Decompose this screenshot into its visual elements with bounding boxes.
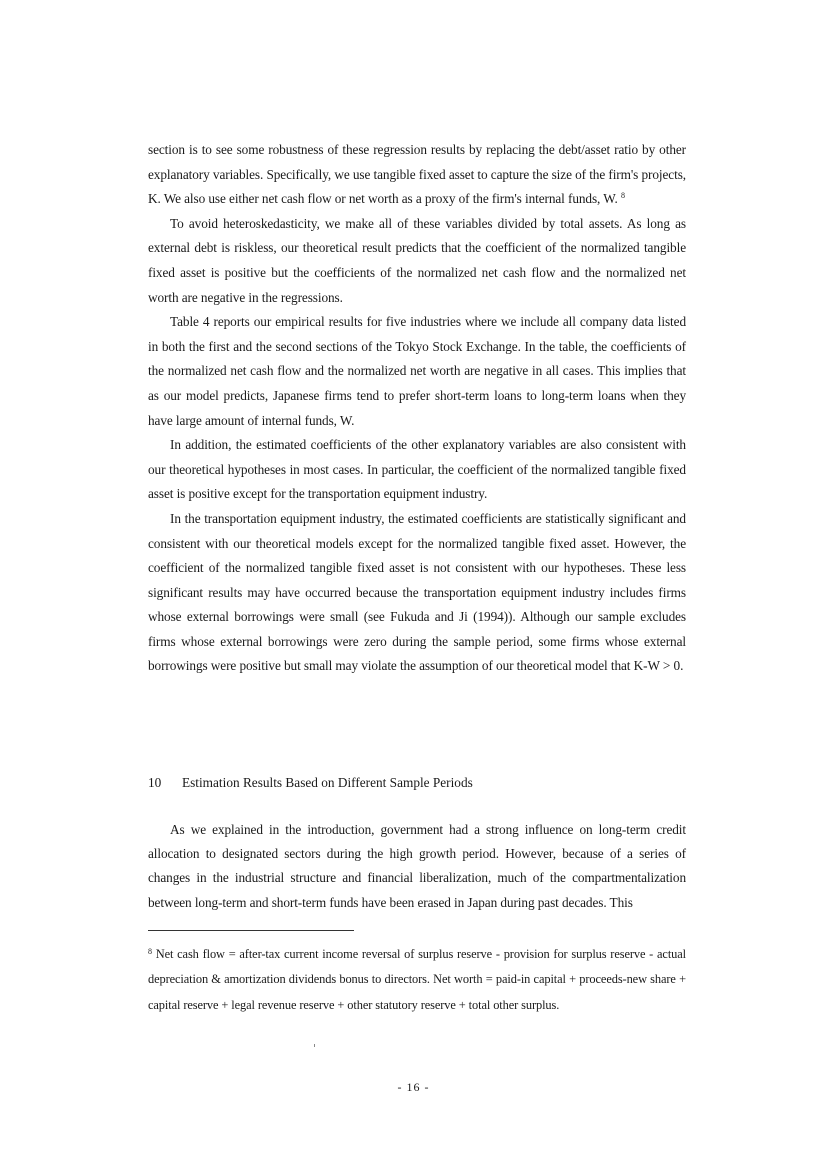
body-text (148, 138, 686, 679)
paragraph-3: Table 4 reports our empirical results for five industries where we include all company data listed in both the first and the second sections of the Tokyo Stock Exchange. In the table, the coefficients of the normalized net cash flow and the normalized net worth are negative in all cases. This implies that as our model predicts, Japanese firms tend to prefer short-term loans to long-term loans when they have large amount of internal funds, W. (148, 314, 686, 428)
paragraph-4: In addition, the estimated coefficients of the other explanatory variables are also consistent with our theoretical hypotheses in most cases. In particular, the coefficient of the normalized tangible fixed asset is positive except for the transportation equipment industry. (148, 437, 686, 502)
footnote-paragraph (148, 942, 686, 1018)
paragraph-continuation (148, 138, 686, 212)
footnote-divider (148, 930, 354, 931)
paragraph-1-text: section is to see some robustness of these regression results by replacing the debt/asset ratio by other explanatory variables. Specifically, we use tangible fixed asset to capture the size of the firm's projects, K. We also use either net cash flow or net worth as a proxy of the firm's internal funds, W. (148, 142, 686, 207)
section-paragraph: As we explained in the introduction, government had a strong influence on long-term credit allocation to designated sectors during the high growth period. However, because of a series of changes in the industrial structure and financial liberalization, much of the compartmentalization between long-term and short-term funds have been erased in Japan during past decades. This (148, 822, 686, 910)
footnote-marker: 8 (148, 947, 152, 956)
section-text (148, 818, 686, 915)
section-title: Estimation Results Based on Different Sample Periods (182, 775, 473, 790)
footnote-text: Net cash flow = after-tax current income reversal of surplus reserve - provision for surplus reserve - actual depreciation & amortization dividends bonus to directors. Net worth = paid-in capital + proceeds-new share + capital reserve + legal revenue reserve + other statutory reserve + total other surplus. (148, 947, 687, 1012)
footnote (148, 942, 686, 1018)
paragraph-5: In the transportation equipment industry, the estimated coefficients are statistically significant and consistent with our theoretical models except for the normalized tangible fixed asset. However, the coefficient of the normalized tangible fixed asset is not consistent with our hypotheses. These less significant results may have occurred because the transportation equipment industry includes firms whose external borrowings were small (see Fukuda and Ji (1994)). Although our sample excludes firms whose external borrowings were zero during the sample period, some firms whose external borrowings were positive but small may violate the assumption of our theoretical model that K-W > 0. (148, 510, 686, 674)
paragraph-2: To avoid heteroskedasticity, we make all of these variables divided by total assets. As long as external debt is riskless, our theoretical result predicts that the coefficient of the normalized tangible fixed asset is positive but the coefficients of the normalized net cash flow and the normalized net worth are negative in the regressions. (148, 215, 686, 305)
section-number: 10 (148, 775, 162, 790)
page-number: - 16 - (397, 1080, 430, 1094)
footnote-reference: 8 (620, 191, 625, 201)
section-heading (148, 773, 686, 793)
scan-artifact (314, 1044, 315, 1047)
